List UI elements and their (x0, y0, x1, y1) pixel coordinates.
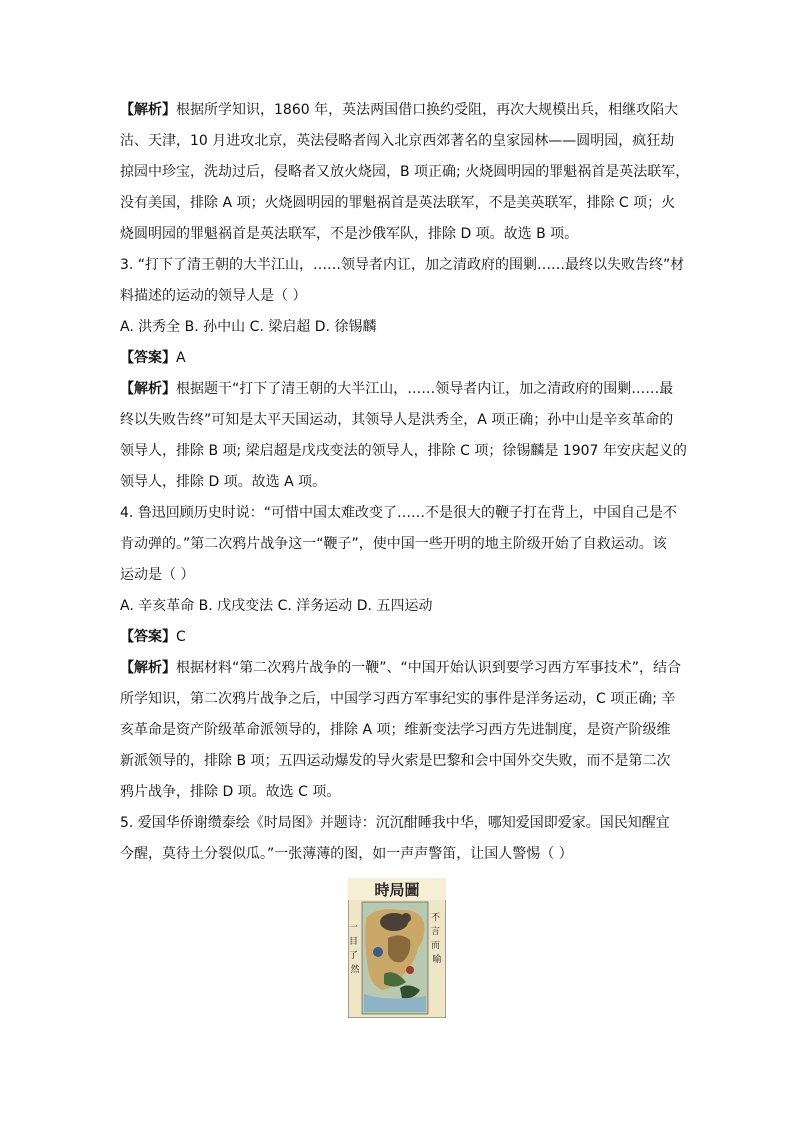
analysis-label: 【解析】 (120, 660, 176, 676)
text-line: 【解析】根据所学知识，1860 年，英法两国借口换约受阻，再次大规模出兵，相继攻陷大 (120, 102, 679, 118)
question-text: 4. 鲁迅回顾历史时说：“可惜中国太难改变了……不是很大的鞭子打在背上，中国自己是不 (120, 505, 678, 521)
text-line: 沽、天津，10 月进攻北京，英法侵略者闯入北京西郊著名的皇家园林——圆明园，疯狂劫 (120, 133, 675, 149)
question-text: 5. 爱国华侨谢缵泰绘《时局图》并题诗：沉沉酣睡我中华，哪知爱国即爱家。国民知醒宜 (120, 815, 670, 831)
answer-label: 【答案】 (120, 350, 176, 366)
text-line: 【解析】根据题干“打下了清王朝的大半江山，……领导者内讧，加之清政府的围剿……最 (120, 381, 674, 397)
analysis-block (120, 95, 690, 250)
shiju-tu-image (348, 878, 446, 1018)
question-options: A. 辛亥革命 B. 戊戌变法 C. 洋务运动 D. 五四运动 (120, 598, 433, 614)
svg-text:一 目 了 然: 一 目 了 然 (349, 923, 360, 975)
text-line: 领导人，排除 D 项。故选 A 项。 (120, 474, 327, 490)
question-text: 肯动弹的。”第二次鸦片战争这一“鞭子”，使中国一些开明的地主阶级开始了自救运动。该 (120, 536, 667, 552)
figure-side-left-1: 一 (349, 923, 359, 933)
document-page (120, 95, 690, 870)
answer-value: C (176, 629, 186, 645)
question-text: 运动是（ ） (120, 567, 195, 583)
text-line: 新派领导的，排除 B 项；五四运动爆发的导火索是巴黎和会中国外交失败，而不是第二次 (120, 753, 671, 769)
answer-label: 【答案】 (120, 629, 176, 645)
question-text: 料描述的运动的领导人是（ ） (120, 288, 307, 304)
question-text: 今醒，莫待土分裂似瓜。”一张薄薄的图，如一声声警笛，让国人警惕（ ） (120, 846, 573, 862)
text-line: 亥革命是资产阶级革命派领导的，排除 A 项；维新变法学习西方先进制度，是资产阶级维 (120, 722, 671, 738)
question-4 (120, 498, 676, 591)
answer-value: A (176, 350, 186, 366)
analysis-label: 【解析】 (120, 102, 176, 118)
text-line: 领导人，排除 B 项; 梁启超是戊戌变法的领导人，排除 C 项；徐锡麟是 1907 年安庆起义的 (120, 443, 687, 459)
figure-title: 時局圖 (374, 881, 420, 899)
shiju-tu-illustration (348, 878, 446, 1018)
answer-line (120, 343, 676, 374)
analysis-block (120, 374, 687, 498)
question-3 (120, 250, 685, 312)
svg-text:不 言 而 喻: 不 言 而 喻 (431, 913, 442, 965)
text-line: 【解析】根据材料“第二次鸦片战争的一鞭”、“中国开始认识到要学习西方军事技术”，结合 (120, 660, 682, 676)
figure-side-right-1: 不 (431, 913, 441, 923)
text-line: 烧圆明园的罪魁祸首是英法联军，不是沙俄军队，排除 D 项。故选 B 项。 (120, 226, 579, 242)
answer-line (120, 622, 676, 653)
question-text: 3. “打下了清王朝的大半江山，……领导者内讧，加之清政府的围剿……最终以失败告终”材 (120, 257, 685, 273)
analysis-label: 【解析】 (120, 381, 176, 397)
text-line: 鸦片战争，排除 D 项。故选 C 项。 (120, 784, 341, 800)
text-line: 所学知识，第二次鸦片战争之后，中国学习西方军事纪实的事件是洋务运动，C 项正确; 辛 (120, 691, 676, 707)
text-line: 没有美国，排除 A 项；火烧圆明园的罪魁祸首是英法联军，不是美英联军，排除 C 项；火 (120, 195, 676, 211)
analysis-block (120, 653, 682, 808)
question-5 (120, 808, 676, 870)
question-options: A. 洪秀全 B. 孙中山 C. 梁启超 D. 徐锡麟 (120, 319, 377, 335)
text-line: 终以失败告终”可知是太平天国运动，其领导人是洪秀全，A 项正确；孙中山是辛亥革命的 (120, 412, 674, 428)
text-line: 掠园中珍宝，洗劫过后，侵略者又放火烧园，B 项正确; 火烧圆明园的罪魁祸首是英法联军， (120, 164, 690, 180)
